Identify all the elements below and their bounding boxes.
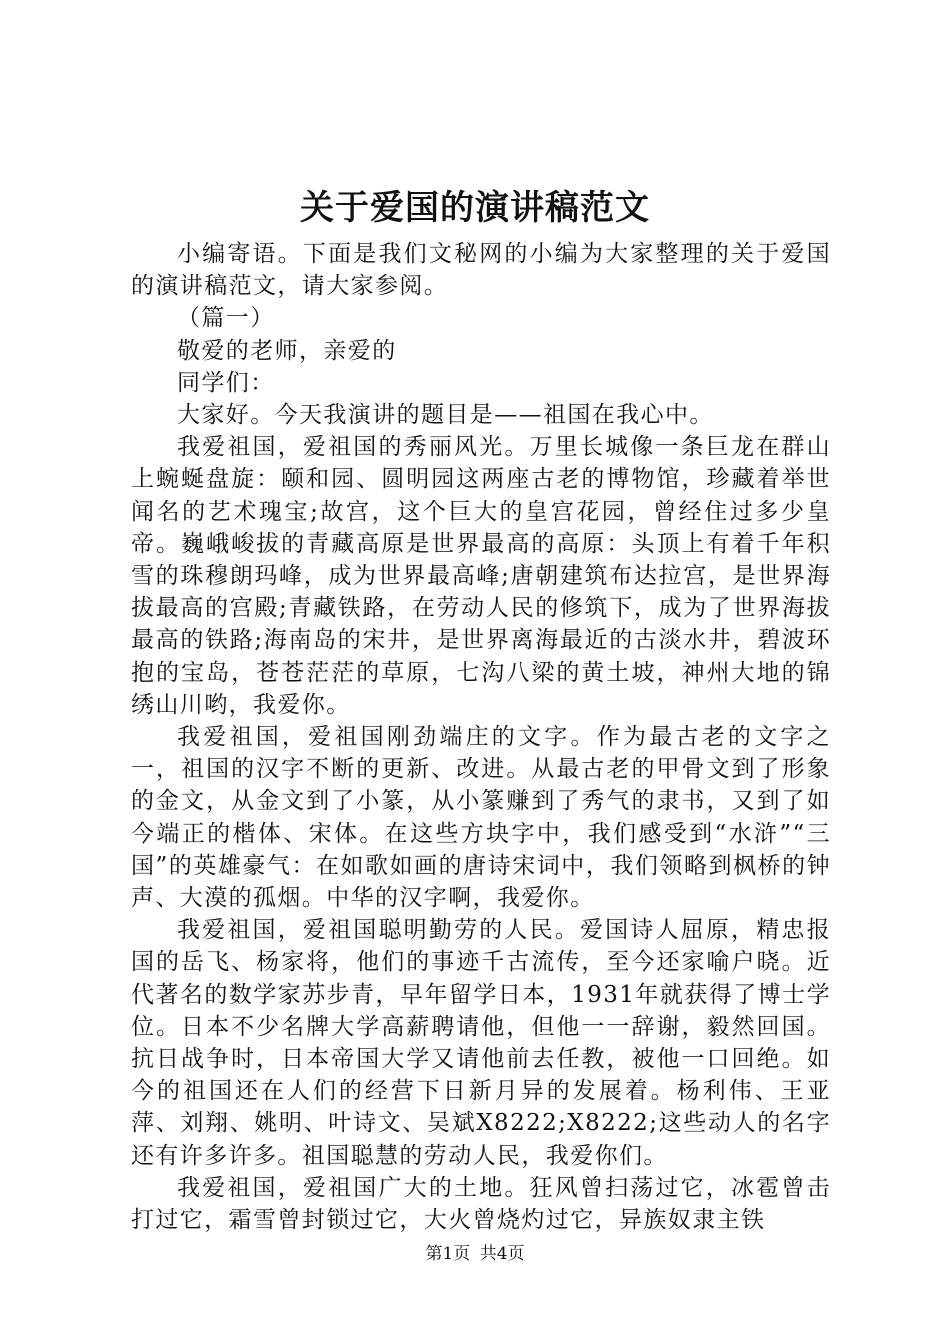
paragraph-greeting: 大家好。今天我演讲的题目是——祖国在我心中。 (177, 402, 714, 429)
paragraph-intro: 小编寄语。下面是我们文秘网的小编为大家整理的关于爱国的演讲稿范文，请大家参阅。 (131, 241, 831, 300)
paragraph-people: 我爱祖国，爱祖国聪明勤劳的人民。爱国诗人屈原，精忠报国的岳飞、杨家将，他们的事迹千古流传，至今还家喻户晓。近代著名的数学家苏步青，早年留学日本，1931年就获得了博士学位。日本不少名牌大学高薪聘请他，但他一一辞谢，毅然回国。抗日战争时，日本帝国大学又请他前去任教，被他一口回绝。如今的祖国还在人们的经营下日新月异的发展着。杨利伟、王亚萍、刘翔、姚明、叶诗文、吴斌X8222;X8222;这些动人的名字还有许多许多。祖国聪慧的劳动人民，我爱你们。 (131, 917, 831, 1169)
document-body (131, 238, 831, 1236)
paragraph-land: 我爱祖国，爱祖国广大的土地。狂风曾扫荡过它，冰雹曾击打过它，霜雪曾封锁过它，大火曾烧灼过它，异族奴隶主铁 (131, 1174, 831, 1234)
paragraph-scenery: 我爱祖国，爱祖国的秀丽风光。万里长城像一条巨龙在群山上蜿蜒盘旋：颐和园、圆明园这两座古老的博物馆，珍藏着举世闻名的艺术瑰宝;故宫，这个巨大的皇宫花园，曾经住过多少皇帝。巍峨峻拔的青藏高原是世界最高的高原：头顶上有着千年积雪的珠穆朗玛峰，成为世界最高峰;唐朝建筑布达拉宫，是世界海拔最高的宫殿;青藏铁路，在劳动人民的修筑下，成为了世界海拔最高的铁路;海南岛的宋井，是世界离海最近的古淡水井，碧波环抱的宝岛，苍苍茫茫的草原，七沟八梁的黄土坡，神州大地的锦绣山川哟，我爱你。 (131, 434, 831, 718)
page-total: 共4页 (479, 1244, 525, 1264)
paragraph-section-label: （篇一） (177, 305, 275, 332)
page-number: 第1页 (425, 1244, 471, 1264)
paragraph-salutation: 敬爱的老师，亲爱的 (177, 337, 397, 364)
paragraph-characters: 我爱祖国，爱祖国刚劲端庄的文字。作为最古老的文字之一，祖国的汉字不断的更新、改进。从最古老的甲骨文到了形象的金文，从金文到了小篆，从小篆赚到了秀气的隶书，又到了如今端正的楷体、宋体。在这些方块字中，我们感受到“水浒”“三国”的英雄豪气：在如歌如画的唐诗宋词中，我们领略到枫桥的钟声、大漠的孤烟。中华的汉字啊，我爱你。 (131, 724, 831, 912)
page-footer (0, 1243, 950, 1265)
paragraph-salutation-continued: 同学们： (177, 369, 275, 396)
document-title: 关于爱国的演讲稿范文 (300, 188, 650, 228)
